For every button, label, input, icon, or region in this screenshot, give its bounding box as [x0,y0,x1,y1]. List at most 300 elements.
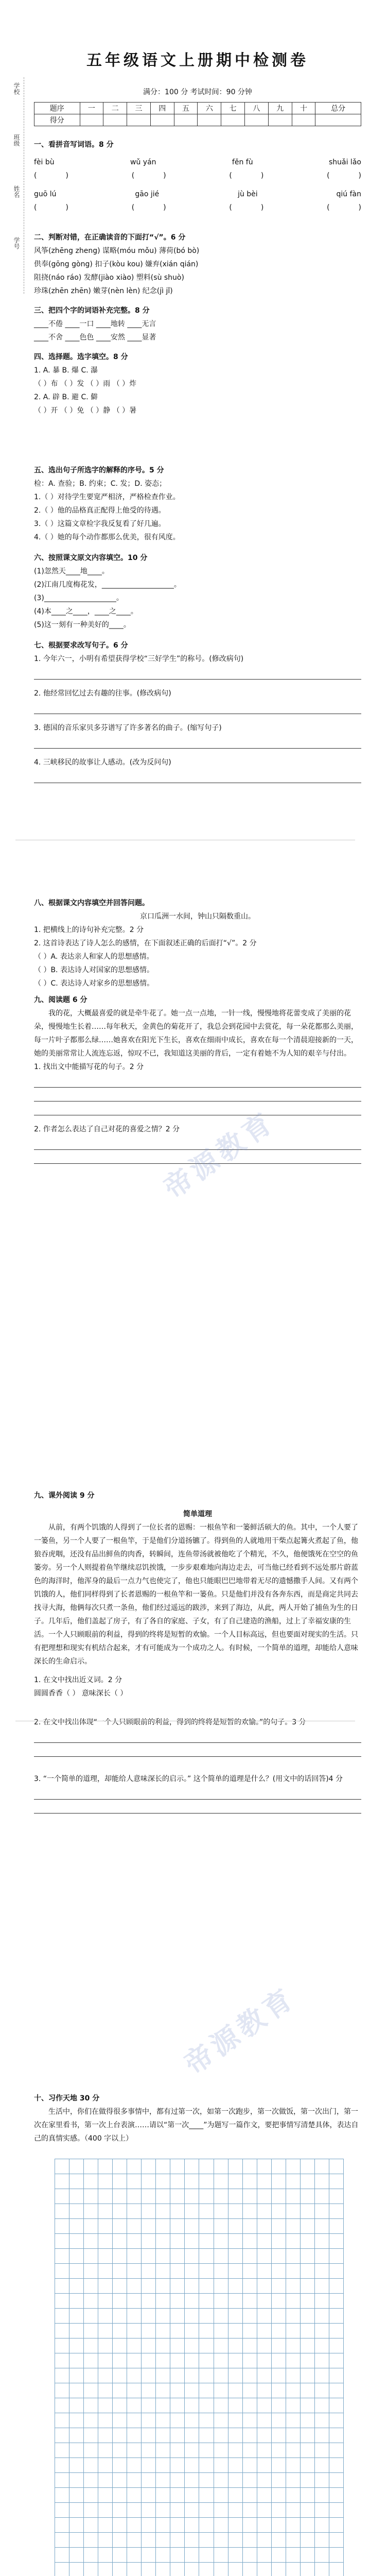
grid-cell[interactable] [113,2458,127,2472]
grid-cell[interactable] [286,2563,301,2576]
grid-cell[interactable] [170,2368,185,2383]
grid-cell[interactable] [69,2383,84,2398]
grid-cell[interactable] [69,2219,84,2233]
grid-cell[interactable] [156,2324,170,2338]
score-input[interactable] [221,114,245,126]
grid-cell[interactable] [214,2503,228,2517]
grid-cell[interactable] [243,2563,257,2576]
grid-cell[interactable] [113,2234,127,2248]
grid-cell[interactable] [69,2533,84,2547]
grid-cell[interactable] [329,2219,343,2233]
grid-cell[interactable] [170,2338,185,2353]
grid-cell[interactable] [257,2383,272,2398]
grid-cell[interactable] [98,2204,113,2218]
grid-cell[interactable] [55,2398,69,2413]
grid-cell[interactable] [170,2324,185,2338]
grid-cell[interactable] [272,2473,286,2487]
grid-cell[interactable] [142,2398,156,2413]
grid-cell[interactable] [142,2234,156,2248]
grid-cell[interactable] [127,2324,142,2338]
grid-cell[interactable] [301,2473,315,2487]
grid-cell[interactable] [98,2428,113,2443]
grid-cell[interactable] [156,2174,170,2189]
grid-cell[interactable] [257,2279,272,2293]
grid-cell[interactable] [329,2518,343,2532]
grid-cell[interactable] [301,2413,315,2428]
grid-cell[interactable] [228,2398,243,2413]
grid-cell[interactable] [127,2503,142,2517]
grid-cell[interactable] [55,2443,69,2458]
grid-cell[interactable] [214,2458,228,2472]
grid-cell[interactable] [127,2353,142,2368]
grid-cell[interactable] [301,2338,315,2353]
grid-cell[interactable] [156,2383,170,2398]
grid-cell[interactable] [142,2548,156,2562]
grid-cell[interactable] [199,2458,214,2472]
grid-cell[interactable] [243,2458,257,2472]
grid-cell[interactable] [214,2368,228,2383]
grid-cell[interactable] [301,2443,315,2458]
grid-cell[interactable] [185,2398,199,2413]
answer-line[interactable] [34,1743,361,1757]
grid-cell[interactable] [243,2219,257,2233]
grid-cell[interactable] [170,2413,185,2428]
grid-cell[interactable] [301,2204,315,2218]
grid-cell[interactable] [272,2428,286,2443]
grid-cell[interactable] [243,2413,257,2428]
score-input[interactable] [80,114,103,126]
answer-line[interactable] [34,1800,361,1814]
grid-cell[interactable] [272,2503,286,2517]
grid-cell[interactable] [272,2488,286,2502]
grid-cell[interactable] [272,2219,286,2233]
q1-answer-row-2[interactable] [34,201,361,214]
grid-cell[interactable] [84,2279,98,2293]
grid-cell[interactable] [329,2503,343,2517]
answer-line[interactable] [34,700,361,714]
grid-cell[interactable] [286,2219,301,2233]
grid-cell[interactable] [69,2548,84,2562]
grid-cell[interactable] [98,2533,113,2547]
grid-cell[interactable] [55,2309,69,2323]
grid-cell[interactable] [84,2443,98,2458]
grid-cell[interactable] [185,2368,199,2383]
grid-cell[interactable] [170,2383,185,2398]
grid-cell[interactable] [127,2548,142,2562]
grid-cell[interactable] [55,2174,69,2189]
q5-line[interactable]: 1.（ ）对待学生要宽严相济，严格检查作业。 [34,493,180,501]
grid-cell[interactable] [286,2294,301,2308]
q6-line[interactable]: (1)忽然天____地____。 [34,567,109,575]
grid-cell[interactable] [286,2338,301,2353]
grid-cell[interactable] [199,2219,214,2233]
grid-cell[interactable] [243,2428,257,2443]
grid-cell[interactable] [98,2353,113,2368]
grid-cell[interactable] [315,2159,329,2174]
grid-cell[interactable] [228,2458,243,2472]
grid-cell[interactable] [113,2398,127,2413]
grid-cell[interactable] [127,2204,142,2218]
grid-cell[interactable] [315,2219,329,2233]
grid-cell[interactable] [142,2174,156,2189]
grid-cell[interactable] [214,2219,228,2233]
grid-cell[interactable] [286,2204,301,2218]
grid-cell[interactable] [127,2234,142,2248]
grid-cell[interactable] [272,2398,286,2413]
grid-cell[interactable] [301,2353,315,2368]
q2-line[interactable]: 珍珠(zhēn zhēn) 嫩芽(nèn lèn) 纪念(jì jǐ) [34,287,173,295]
grid-cell[interactable] [127,2174,142,2189]
grid-cell[interactable] [127,2294,142,2308]
grid-cell[interactable] [243,2249,257,2263]
grid-cell[interactable] [69,2488,84,2502]
grid-cell[interactable] [69,2353,84,2368]
grid-cell[interactable] [243,2234,257,2248]
grid-cell[interactable] [98,2488,113,2502]
grid-cell[interactable] [142,2413,156,2428]
grid-cell[interactable] [142,2338,156,2353]
grid-cell[interactable] [55,2503,69,2517]
grid-cell[interactable] [199,2189,214,2204]
grid-cell[interactable] [315,2234,329,2248]
grid-cell[interactable] [170,2189,185,2204]
grid-cell[interactable] [185,2324,199,2338]
grid-cell[interactable] [113,2428,127,2443]
grid-cell[interactable] [55,2383,69,2398]
grid-cell[interactable] [228,2159,243,2174]
grid-cell[interactable] [301,2458,315,2472]
grid-cell[interactable] [272,2548,286,2562]
grid-cell[interactable] [257,2338,272,2353]
grid-cell[interactable] [272,2204,286,2218]
grid-cell[interactable] [142,2458,156,2472]
grid-cell[interactable] [301,2563,315,2576]
grid-cell[interactable] [214,2264,228,2278]
grid-cell[interactable] [156,2518,170,2532]
grid-cell[interactable] [84,2324,98,2338]
grid-cell[interactable] [214,2324,228,2338]
grid-cell[interactable] [142,2428,156,2443]
score-input[interactable] [198,114,221,126]
grid-cell[interactable] [286,2234,301,2248]
grid-cell[interactable] [257,2563,272,2576]
grid-cell[interactable] [98,2189,113,2204]
grid-cell[interactable] [84,2204,98,2218]
grid-cell[interactable] [127,2338,142,2353]
grid-cell[interactable] [214,2413,228,2428]
grid-cell[interactable] [199,2338,214,2353]
grid-cell[interactable] [286,2174,301,2189]
grid-cell[interactable] [243,2309,257,2323]
grid-cell[interactable] [329,2249,343,2263]
grid-cell[interactable] [257,2548,272,2562]
grid-cell[interactable] [185,2234,199,2248]
grid-cell[interactable] [84,2518,98,2532]
grid-cell[interactable] [272,2159,286,2174]
grid-cell[interactable] [156,2548,170,2562]
grid-cell[interactable] [127,2383,142,2398]
grid-cell[interactable] [98,2234,113,2248]
grid-cell[interactable] [170,2533,185,2547]
grid-cell[interactable] [98,2503,113,2517]
grid-cell[interactable] [156,2563,170,2576]
grid-cell[interactable] [214,2159,228,2174]
grid-cell[interactable] [84,2294,98,2308]
grid-cell[interactable] [329,2428,343,2443]
grid-cell[interactable] [243,2548,257,2562]
grid-cell[interactable] [156,2338,170,2353]
grid-cell[interactable] [98,2294,113,2308]
grid-cell[interactable] [243,2324,257,2338]
grid-cell[interactable] [55,2413,69,2428]
grid-cell[interactable] [185,2264,199,2278]
grid-cell[interactable] [286,2264,301,2278]
grid-cell[interactable] [329,2264,343,2278]
grid-cell[interactable] [142,2159,156,2174]
grid-cell[interactable] [329,2458,343,2472]
grid-cell[interactable] [113,2383,127,2398]
grid-cell[interactable] [214,2443,228,2458]
grid-cell[interactable] [257,2518,272,2532]
grid-cell[interactable] [142,2563,156,2576]
grid-cell[interactable] [69,2174,84,2189]
grid-cell[interactable] [98,2174,113,2189]
grid-cell[interactable] [199,2413,214,2428]
grid-cell[interactable] [199,2563,214,2576]
grid-cell[interactable] [301,2189,315,2204]
grid-cell[interactable] [199,2264,214,2278]
grid-cell[interactable] [214,2294,228,2308]
grid-cell[interactable] [69,2518,84,2532]
grid-cell[interactable] [329,2548,343,2562]
grid-cell[interactable] [199,2518,214,2532]
grid-cell[interactable] [98,2219,113,2233]
grid-cell[interactable] [69,2279,84,2293]
grid-cell[interactable] [55,2204,69,2218]
grid-cell[interactable] [142,2309,156,2323]
score-input[interactable] [245,114,269,126]
grid-cell[interactable] [243,2488,257,2502]
grid-cell[interactable] [170,2294,185,2308]
grid-cell[interactable] [199,2488,214,2502]
grid-cell[interactable] [214,2279,228,2293]
q6-line[interactable]: (3)____________________。 [34,594,124,602]
grid-cell[interactable] [199,2309,214,2323]
grid-cell[interactable] [257,2294,272,2308]
grid-cell[interactable] [286,2383,301,2398]
grid-cell[interactable] [69,2368,84,2383]
grid-cell[interactable] [315,2443,329,2458]
score-input[interactable] [268,114,292,126]
grid-cell[interactable] [315,2189,329,2204]
grid-cell[interactable] [243,2294,257,2308]
grid-cell[interactable] [69,2189,84,2204]
grid-cell[interactable] [170,2443,185,2458]
grid-cell[interactable] [127,2264,142,2278]
grid-cell[interactable] [113,2159,127,2174]
grid-cell[interactable] [257,2249,272,2263]
grid-cell[interactable] [257,2443,272,2458]
q2-line[interactable]: 阻挠(náo ráo) 发酵(jiào xiào) 塑料(sù shuò) [34,274,184,282]
grid-cell[interactable] [113,2503,127,2517]
grid-cell[interactable] [257,2324,272,2338]
grid-cell[interactable] [113,2548,127,2562]
q2-line[interactable]: 风筝(zhēng zheng) 谋略(móu mǒu) 薄荷(bó bò) [34,247,200,255]
grid-cell[interactable] [142,2368,156,2383]
answer-blank[interactable]: ( ) [327,172,361,180]
answer-blank[interactable]: ( ) [229,204,264,212]
grid-cell[interactable] [243,2159,257,2174]
grid-cell[interactable] [84,2428,98,2443]
grid-cell[interactable] [69,2458,84,2472]
grid-cell[interactable] [214,2249,228,2263]
grid-cell[interactable] [199,2279,214,2293]
q6-line[interactable]: (5)这一刻有一种美好的____。 [34,621,131,629]
grid-cell[interactable] [243,2338,257,2353]
grid-cell[interactable] [156,2353,170,2368]
grid-cell[interactable] [170,2473,185,2487]
grid-cell[interactable] [55,2353,69,2368]
grid-cell[interactable] [156,2458,170,2472]
grid-cell[interactable] [214,2309,228,2323]
grid-cell[interactable] [55,2518,69,2532]
grid-cell[interactable] [156,2443,170,2458]
grid-cell[interactable] [69,2413,84,2428]
writing-grid[interactable] [55,2159,344,2576]
grid-cell[interactable] [272,2309,286,2323]
grid-cell[interactable] [142,2189,156,2204]
grid-cell[interactable] [98,2159,113,2174]
grid-cell[interactable] [272,2234,286,2248]
grid-cell[interactable] [272,2174,286,2189]
q5-line[interactable]: 4.（ ）她的每个动作都那么优美，很有风度。 [34,533,180,541]
grid-cell[interactable] [69,2503,84,2517]
grid-cell[interactable] [142,2383,156,2398]
grid-cell[interactable] [185,2279,199,2293]
grid-cell[interactable] [98,2413,113,2428]
grid-cell[interactable] [98,2398,113,2413]
grid-cell[interactable] [286,2353,301,2368]
grid-cell[interactable] [127,2219,142,2233]
grid-cell[interactable] [315,2503,329,2517]
grid-cell[interactable] [329,2338,343,2353]
q8-option[interactable]: （ ）B. 表达诗人对国家的思想感情。 [34,966,154,974]
grid-cell[interactable] [214,2189,228,2204]
grid-cell[interactable] [199,2234,214,2248]
grid-cell[interactable] [170,2309,185,2323]
grid-cell[interactable] [228,2353,243,2368]
grid-cell[interactable] [228,2174,243,2189]
grid-cell[interactable] [228,2264,243,2278]
grid-cell[interactable] [228,2368,243,2383]
grid-cell[interactable] [84,2413,98,2428]
grid-cell[interactable] [257,2398,272,2413]
grid-cell[interactable] [55,2234,69,2248]
grid-cell[interactable] [170,2219,185,2233]
answer-blank[interactable]: ( ) [34,172,68,180]
grid-cell[interactable] [228,2189,243,2204]
grid-cell[interactable] [113,2204,127,2218]
grid-cell[interactable] [329,2309,343,2323]
grid-cell[interactable] [156,2189,170,2204]
grid-cell[interactable] [170,2159,185,2174]
grid-cell[interactable] [228,2249,243,2263]
grid-cell[interactable] [127,2398,142,2413]
grid-cell[interactable] [301,2533,315,2547]
grid-cell[interactable] [113,2443,127,2458]
grid-cell[interactable] [55,2533,69,2547]
grid-cell[interactable] [214,2353,228,2368]
grid-cell[interactable] [272,2189,286,2204]
grid-cell[interactable] [98,2309,113,2323]
grid-cell[interactable] [257,2234,272,2248]
grid-cell[interactable] [243,2174,257,2189]
grid-cell[interactable] [272,2458,286,2472]
grid-cell[interactable] [142,2219,156,2233]
grid-cell[interactable] [286,2488,301,2502]
grid-cell[interactable] [329,2413,343,2428]
grid-cell[interactable] [214,2338,228,2353]
grid-cell[interactable] [301,2518,315,2532]
grid-cell[interactable] [315,2279,329,2293]
grid-cell[interactable] [286,2473,301,2487]
grid-cell[interactable] [127,2458,142,2472]
grid-cell[interactable] [55,2189,69,2204]
grid-cell[interactable] [243,2264,257,2278]
grid-cell[interactable] [113,2249,127,2263]
answer-line[interactable] [34,735,361,749]
grid-cell[interactable] [156,2159,170,2174]
grid-cell[interactable] [142,2503,156,2517]
grid-cell[interactable] [69,2204,84,2218]
grid-cell[interactable] [55,2428,69,2443]
grid-cell[interactable] [286,2279,301,2293]
grid-cell[interactable] [113,2174,127,2189]
grid-cell[interactable] [329,2533,343,2547]
q5-line[interactable]: 2.（ ）他的品格真正配得上他受的待遇。 [34,506,166,515]
grid-cell[interactable] [84,2383,98,2398]
grid-cell[interactable] [272,2413,286,2428]
grid-cell[interactable] [185,2249,199,2263]
grid-cell[interactable] [214,2398,228,2413]
grid-cell[interactable] [257,2159,272,2174]
grid-cell[interactable] [113,2563,127,2576]
grid-cell[interactable] [228,2548,243,2562]
grid-cell[interactable] [272,2249,286,2263]
grid-cell[interactable] [185,2219,199,2233]
grid-cell[interactable] [84,2174,98,2189]
grid-cell[interactable] [98,2324,113,2338]
grid-cell[interactable] [199,2324,214,2338]
grid-cell[interactable] [84,2563,98,2576]
grid-cell[interactable] [257,2309,272,2323]
grid-cell[interactable] [127,2533,142,2547]
answer-blank[interactable]: ( ) [131,172,166,180]
grid-cell[interactable] [156,2488,170,2502]
grid-cell[interactable] [127,2249,142,2263]
grid-cell[interactable] [199,2533,214,2547]
grid-cell[interactable] [55,2338,69,2353]
grid-cell[interactable] [214,2533,228,2547]
grid-cell[interactable] [170,2398,185,2413]
answer-blank[interactable]: ( ) [34,204,68,212]
grid-cell[interactable] [55,2294,69,2308]
grid-cell[interactable] [329,2294,343,2308]
grid-cell[interactable] [228,2428,243,2443]
grid-cell[interactable] [243,2443,257,2458]
grid-cell[interactable] [156,2473,170,2487]
grid-cell[interactable] [156,2279,170,2293]
